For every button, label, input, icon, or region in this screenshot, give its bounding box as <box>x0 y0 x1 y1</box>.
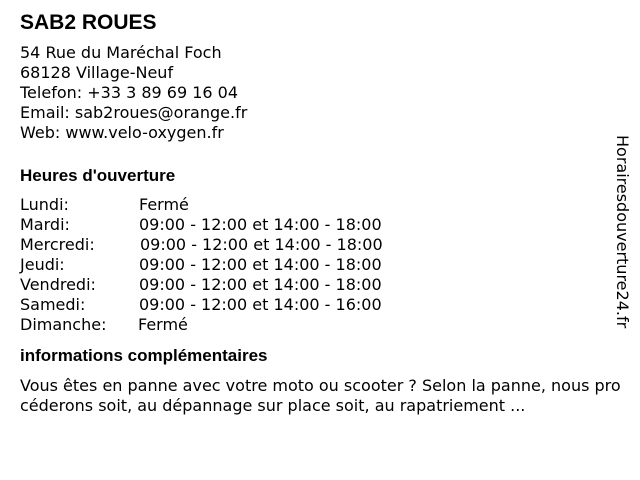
day-label: Vendredi: <box>20 275 96 294</box>
day-label: Dimanche: <box>20 315 107 334</box>
hours-row-sunday <box>20 315 620 335</box>
day-label: Mardi: <box>20 215 70 234</box>
business-info-panel <box>20 10 620 416</box>
site-watermark: Horairesdouverture24.fr <box>613 135 632 329</box>
website-line: Web: www.velo-oxygen.fr <box>20 123 224 142</box>
hours-row-monday <box>20 195 620 215</box>
phone-line: Telefon: +33 3 89 69 16 04 <box>20 83 239 102</box>
opening-hours-table <box>20 195 620 335</box>
day-label: Mercredi: <box>20 235 95 254</box>
hours-value: 09:00 - 12:00 et 14:00 - 16:00 <box>139 295 382 314</box>
additional-info-text: Vous êtes en panne avec votre moto ou scooter ? Selon la panne, nous procéderons soit, au dépannage sur place soit, au rapatriement ... <box>20 376 621 415</box>
hours-row-thursday <box>20 255 620 275</box>
address-line-2: 68128 Village-Neuf <box>20 63 174 82</box>
hours-value: Fermé <box>139 195 189 214</box>
address-line-1: 54 Rue du Maréchal Foch <box>20 43 222 62</box>
business-name: SAB2 ROUES <box>20 11 157 34</box>
opening-hours-title: Heures d'ouverture <box>20 166 176 185</box>
hours-value: 09:00 - 12:00 et 14:00 - 18:00 <box>139 255 382 274</box>
day-label: Jeudi: <box>20 255 65 274</box>
hours-row-wednesday <box>20 235 620 255</box>
hours-value: 09:00 - 12:00 et 14:00 - 18:00 <box>139 275 382 294</box>
hours-row-friday <box>20 275 620 295</box>
day-label: Lundi: <box>20 195 69 214</box>
day-label: Samedi: <box>20 295 86 314</box>
additional-info-title: informations complémentaires <box>20 346 268 365</box>
hours-value: 09:00 - 12:00 et 14:00 - 18:00 <box>140 235 383 254</box>
hours-row-tuesday <box>20 215 620 235</box>
hours-value: Fermé <box>138 315 188 334</box>
email-line: Email: sab2roues@orange.fr <box>20 103 248 122</box>
hours-row-saturday <box>20 295 620 315</box>
hours-value: 09:00 - 12:00 et 14:00 - 18:00 <box>139 215 382 234</box>
